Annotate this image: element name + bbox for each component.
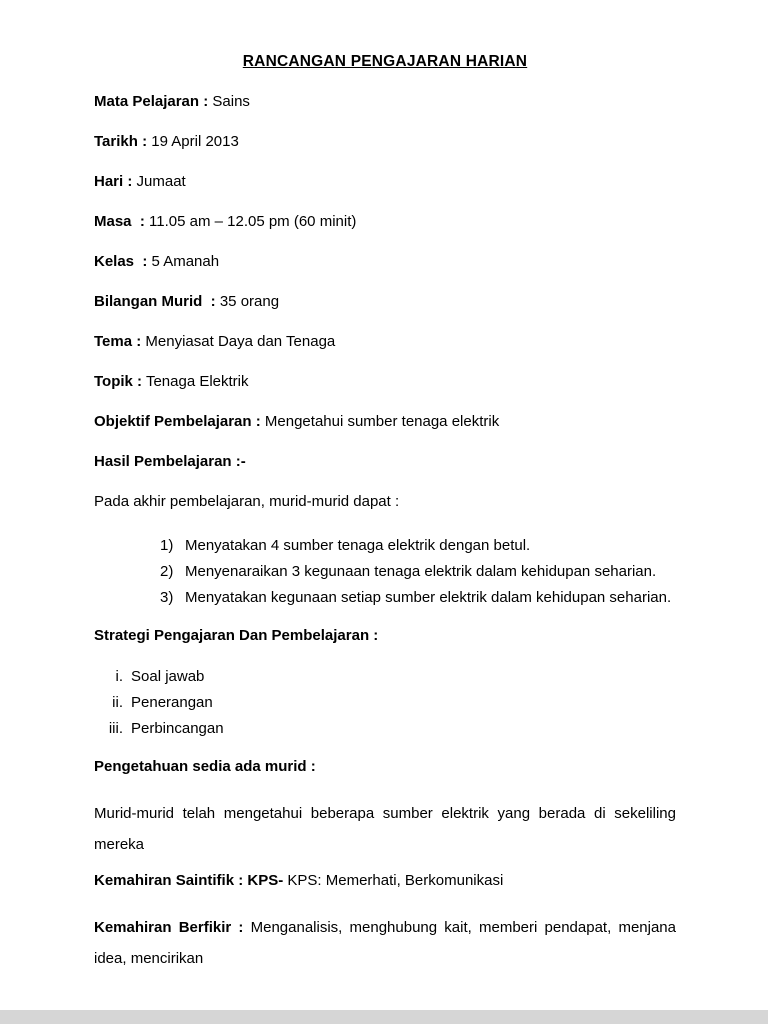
- field-mata-pelajaran: [94, 93, 676, 110]
- field-tarikh: [94, 133, 676, 150]
- field-label: Kelas :: [94, 253, 148, 270]
- hasil-numbered-list: [160, 533, 676, 611]
- strategi-roman-list: [94, 664, 676, 742]
- heading-strategi: Strategi Pengajaran Dan Pembelajaran :: [94, 627, 379, 644]
- field-value: Tenaga Elektrik: [145, 373, 249, 390]
- field-label: Tarikh :: [94, 133, 148, 150]
- list-item: [94, 716, 676, 742]
- field-label: Mata Pelajaran :: [94, 93, 209, 110]
- list-item-text: Perbincangan: [131, 720, 224, 737]
- list-item-number: ii.: [112, 694, 123, 711]
- field-label: Kemahiran Saintifik : KPS-: [94, 872, 284, 889]
- field-value: Menganalisis, menghubung kait, memberi pendapat, menjana idea, mencirikan: [94, 919, 676, 967]
- list-item-text: Soal jawab: [131, 668, 205, 685]
- field-masa: [94, 213, 676, 230]
- document-title: RANCANGAN PENGAJARAN HARIAN: [242, 53, 528, 70]
- field-value: 5 Amanah: [151, 253, 220, 270]
- field-label: Hari :: [94, 173, 133, 190]
- list-item-text: Menyenaraikan 3 kegunaan tenaga elektrik dalam kehidupan seharian.: [185, 563, 657, 580]
- field-value: 35 orang: [219, 293, 280, 310]
- field-label: Masa :: [94, 213, 145, 230]
- list-item: [160, 559, 676, 585]
- field-value: 11.05 am – 12.05 pm (60 minit): [149, 213, 357, 230]
- field-kemahiran-saintifik: [94, 872, 676, 889]
- field-kelas: [94, 253, 676, 270]
- page-bottom-edge: [0, 1010, 768, 1024]
- list-item-number: i.: [115, 668, 123, 685]
- pengetahuan-body: Murid-murid telah mengetahui beberapa sumber elektrik yang berada di sekeliling mereka: [94, 805, 676, 853]
- list-item-text: Menyatakan kegunaan setiap sumber elektrik dalam kehidupan seharian.: [185, 589, 672, 606]
- heading-hasil-pembelajaran: Hasil Pembelajaran :-: [94, 453, 246, 470]
- field-label: Bilangan Murid :: [94, 293, 216, 310]
- field-value: Mengetahui sumber tenaga elektrik: [264, 413, 500, 430]
- field-label: Kemahiran Berfikir :: [94, 919, 244, 936]
- heading-pengetahuan: Pengetahuan sedia ada murid :: [94, 758, 316, 775]
- field-value: Jumaat: [136, 173, 186, 190]
- field-topik: [94, 373, 676, 390]
- list-item: [160, 533, 676, 559]
- field-hari: [94, 173, 676, 190]
- list-item-text: Menyatakan 4 sumber tenaga elektrik dengan betul.: [185, 537, 531, 554]
- field-label: Topik :: [94, 373, 143, 390]
- list-item-number: iii.: [108, 720, 123, 737]
- list-item: [94, 664, 676, 690]
- field-label: Tema :: [94, 333, 142, 350]
- field-value: KPS: Memerhati, Berkomunikasi: [287, 872, 504, 889]
- list-item-number: 2): [160, 563, 174, 580]
- field-value: 19 April 2013: [151, 133, 239, 150]
- field-value: Sains: [212, 93, 250, 110]
- hasil-intro: Pada akhir pembelajaran, murid-murid dapat :: [94, 493, 400, 510]
- list-item: [160, 585, 676, 611]
- field-kemahiran-berfikir: [94, 912, 676, 974]
- list-item-number: 3): [160, 589, 174, 606]
- field-label: Objektif Pembelajaran :: [94, 413, 261, 430]
- list-item: [94, 690, 676, 716]
- field-value: Menyiasat Daya dan Tenaga: [145, 333, 336, 350]
- field-objektif-pembelajaran: [94, 413, 676, 430]
- list-item-text: Penerangan: [131, 694, 213, 711]
- list-item-number: 1): [160, 537, 174, 554]
- field-bilangan-murid: [94, 293, 676, 310]
- field-tema: [94, 333, 676, 350]
